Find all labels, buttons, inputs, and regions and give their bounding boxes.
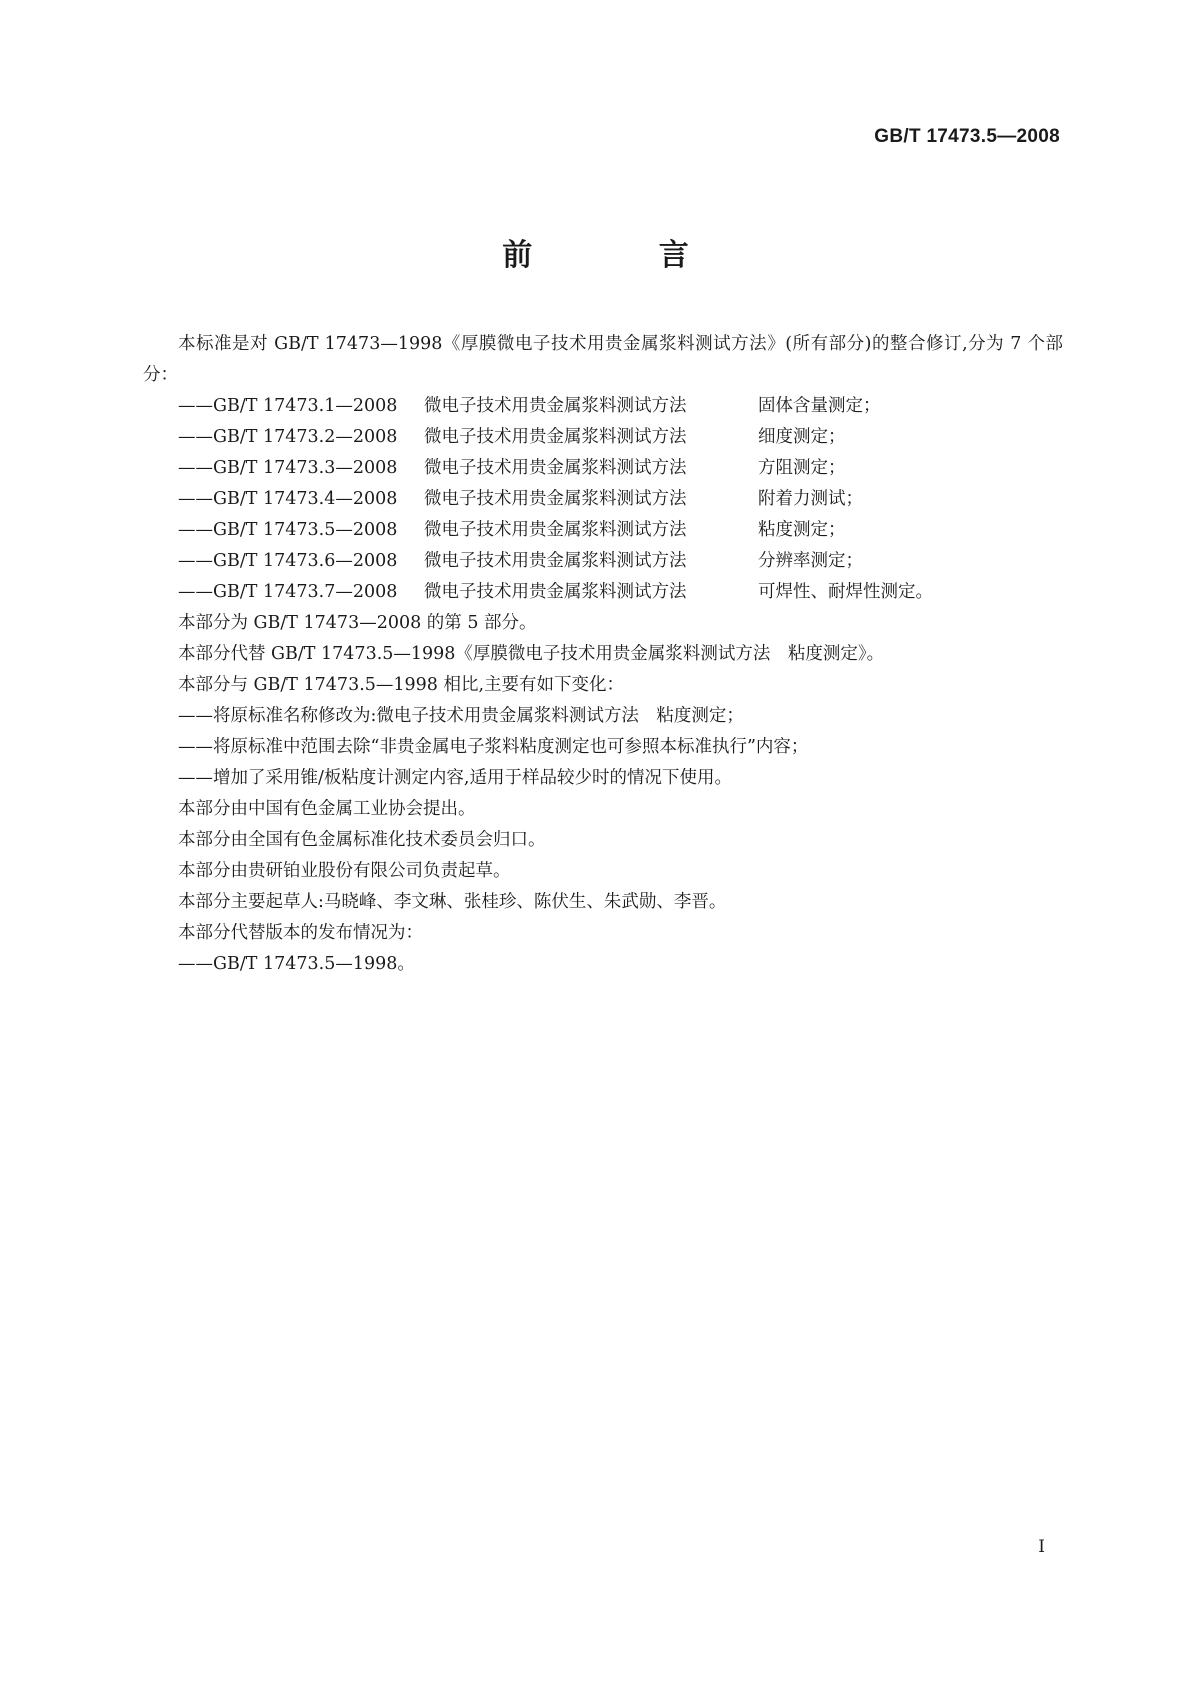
page-number: I: [1038, 1537, 1045, 1557]
standard-code-header: GB/T 17473.5—2008: [874, 126, 1060, 147]
part-code: ——GB/T 17473.4—2008: [178, 489, 398, 509]
part-list-item: [143, 484, 1063, 515]
text-line: 本部分与 GB/T 17473.5—1998 相比,主要有如下变化：: [178, 675, 625, 695]
change-item: ——将原标准名称修改为:微电子技术用贵金属浆料测试方法 粘度测定；: [178, 706, 744, 726]
text-line: 本部分由贵研铂业股份有限公司负责起草。: [178, 861, 511, 881]
part-title: 可焊性、耐焊性测定。: [758, 582, 933, 602]
drafters-line: 本部分主要起草人:马晓峰、李文琳、张桂珍、陈伏生、朱武勋、李晋。: [178, 892, 727, 912]
part-series: 微电子技术用贵金属浆料测试方法: [424, 489, 687, 509]
part-list-item: [143, 515, 1063, 546]
text-line: 本部分代替 GB/T 17473.5—1998《厚膜微电子技术用贵金属浆料测试方法 粘度测定》。: [178, 644, 885, 664]
change-item: ——增加了采用锥/板粘度计测定内容,适用于样品较少时的情况下使用。: [178, 768, 732, 788]
foreword-body: [143, 329, 1063, 980]
part-list-item: [143, 453, 1063, 484]
part-list-item: [143, 422, 1063, 453]
text-line: 本部分为 GB/T 17473—2008 的第 5 部分。: [178, 613, 537, 633]
superseded-version: ——GB/T 17473.5—1998。: [178, 954, 415, 974]
part-series: 微电子技术用贵金属浆料测试方法: [424, 458, 687, 478]
part-list-item: [143, 577, 1063, 608]
part-list-item: [143, 391, 1063, 422]
text-line: 本部分由全国有色金属标准化技术委员会归口。: [178, 830, 546, 850]
text-line: 本部分代替版本的发布情况为：: [178, 923, 423, 943]
part-title: 附着力测试；: [758, 489, 863, 509]
part-code: ——GB/T 17473.6—2008: [178, 551, 398, 571]
change-item: ——将原标准中范围去除“非贵金属电子浆料粘度测定也可参照本标准执行”内容；: [178, 737, 809, 757]
part-title: 固体含量测定；: [758, 396, 881, 416]
intro-paragraph: 本标准是对 GB/T 17473—1998《厚膜微电子技术用贵金属浆料测试方法》(所有部分)的整合修订,分为 7 个部分：: [143, 334, 1063, 385]
part-code: ——GB/T 17473.1—2008: [178, 396, 398, 416]
part-series: 微电子技术用贵金属浆料测试方法: [424, 582, 687, 602]
part-series: 微电子技术用贵金属浆料测试方法: [424, 551, 687, 571]
part-code: ——GB/T 17473.2—2008: [178, 427, 398, 447]
part-series: 微电子技术用贵金属浆料测试方法: [424, 520, 687, 540]
part-code: ——GB/T 17473.3—2008: [178, 458, 398, 478]
part-title: 粘度测定；: [758, 520, 846, 540]
part-title: 细度测定；: [758, 427, 846, 447]
part-series: 微电子技术用贵金属浆料测试方法: [424, 396, 687, 416]
part-code: ——GB/T 17473.5—2008: [178, 520, 398, 540]
part-title: 方阻测定；: [758, 458, 846, 478]
part-list-item: [143, 546, 1063, 577]
text-line: 本部分由中国有色金属工业协会提出。: [178, 799, 476, 819]
page-title: 前 言: [502, 238, 747, 273]
part-title: 分辨率测定；: [758, 551, 863, 571]
part-series: 微电子技术用贵金属浆料测试方法: [424, 427, 687, 447]
part-code: ——GB/T 17473.7—2008: [178, 582, 398, 602]
